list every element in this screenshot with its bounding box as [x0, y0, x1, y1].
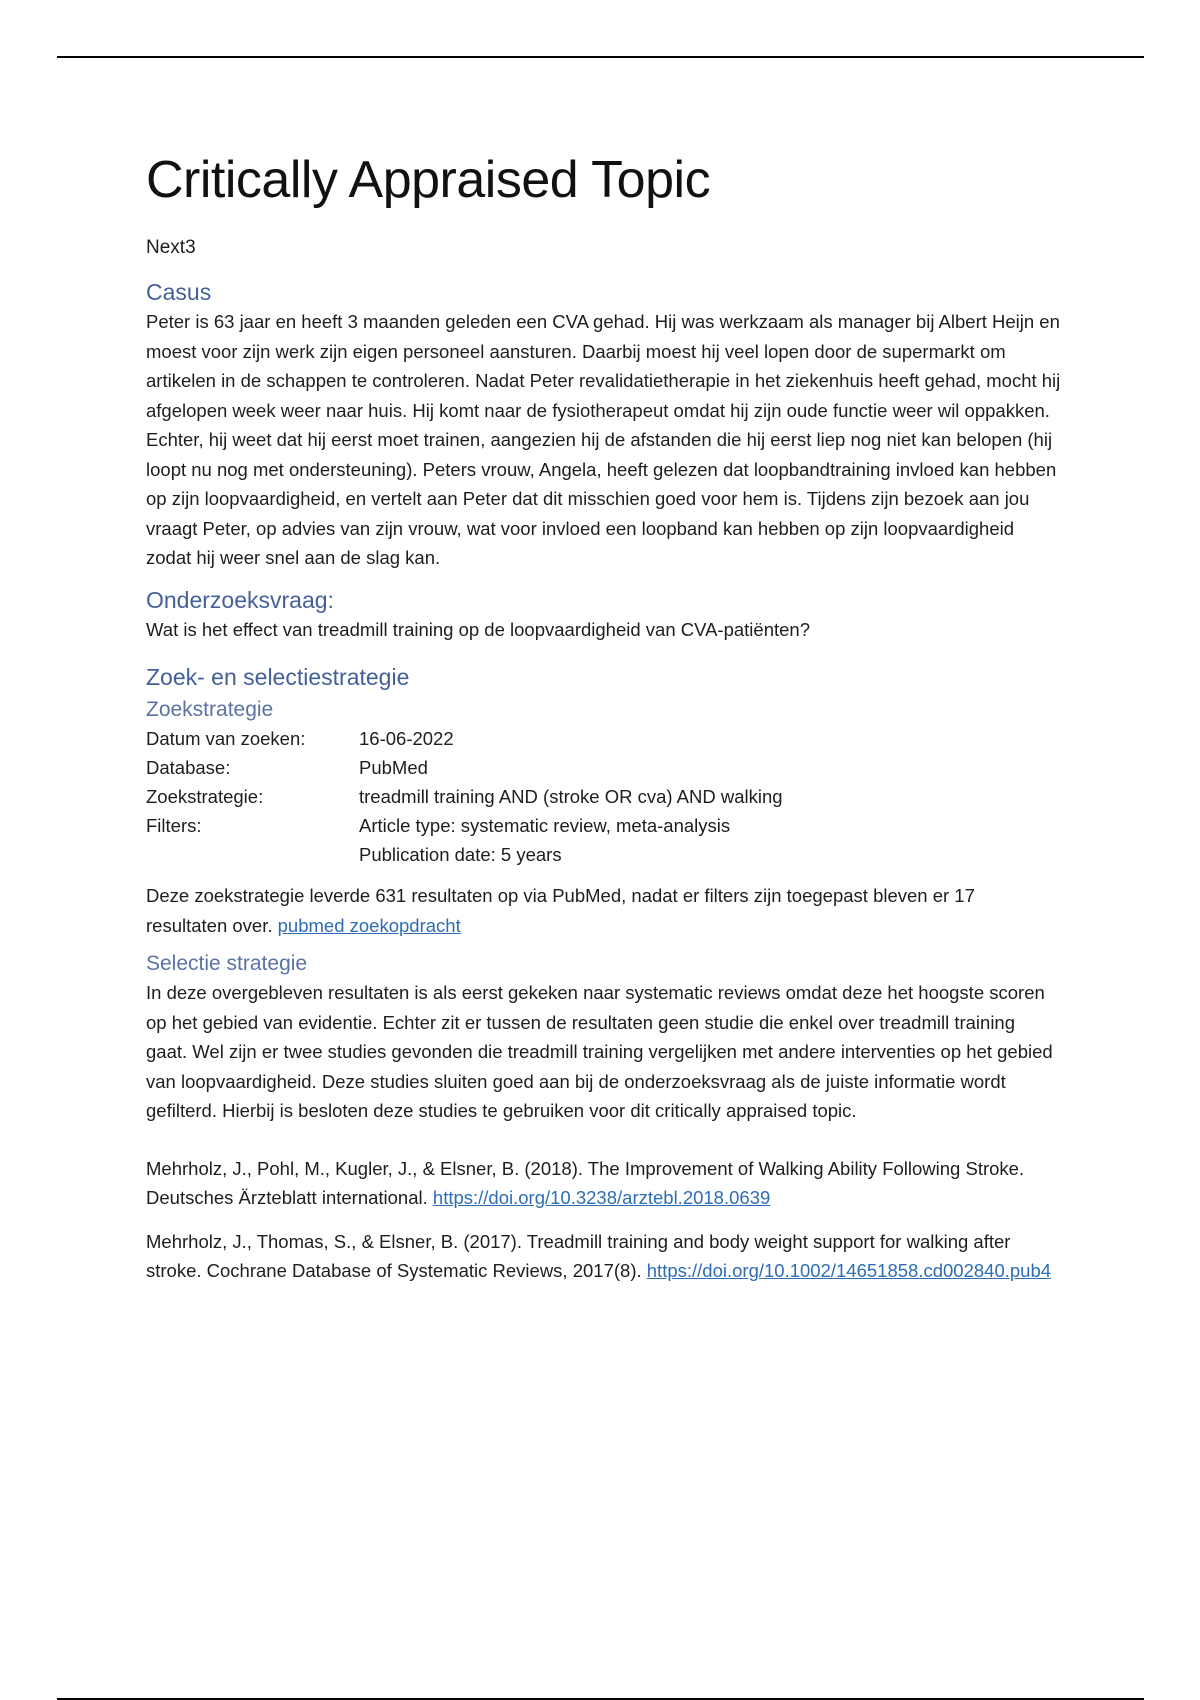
- document-body: [146, 145, 1061, 1286]
- search-value-database: PubMed: [359, 757, 428, 778]
- casus-heading: Casus: [146, 279, 212, 305]
- search-label-filters: Filters:: [146, 815, 202, 836]
- search-label-empty: [146, 840, 359, 869]
- reference-text: Mehrholz, J., Thomas, S., & Elsner, B. (2017). Treadmill training and body weight support for walking after stroke. Cochrane Database of Systematic Reviews, 2017(8).: [146, 1230, 1011, 1281]
- pubmed-link[interactable]: pubmed zoekopdracht: [277, 914, 461, 936]
- onderzoeksvraag-text: Wat is het effect van treadmill training op de loopvaardigheid van CVA-patiënten?: [146, 618, 810, 640]
- selectie-text: In deze overgebleven resultaten is als eerst gekeken naar systematic reviews omdat deze het hoogste scoren op het gebied van evidentie. Echter zit er tussen de resultaten geen studie die enkel over treadmill training gaat. Wel zijn er twee studies gevonden die treadmill training vergelijken met andere interventies op het gebied van loopvaardigheid. Deze studies sluiten goed aan bij de onderzoeksvraag als de juiste informatie wordt gefilterd. Hierbij is besloten deze studies te gebruiken voor dit critically appraised topic.: [146, 982, 1053, 1121]
- page-title: Critically Appraised Topic: [146, 151, 711, 209]
- casus-text: Peter is 63 jaar en heeft 3 maanden geleden een CVA gehad. Hij was werkzaam als manager bij Albert Heijn en moest voor zijn werk zijn eigen personeel aansturen. Daarbij moest hij veel lopen door de supermarkt om artikelen in de schappen te controleren. Nadat Peter revalidatietherapie in het ziekenhuis heeft gehad, mocht hij afgelopen week weer naar huis. Hij komt naar de fysiotherapeut omdat hij zijn oude functie weer wil oppakken. Echter, hij weet dat hij eerst moet trainen, aangezien hij de afstanden die hij eerst liep nog niet kan belopen (hij loopt nu nog met ondersteuning). Peters vrouw, Angela, heeft gelezen dat loopbandtraining invloed kan hebben op zijn loopvaardigheid, en vertelt aan Peter dat dit misschien goed voor hem is. Tijdens zijn bezoek aan jou vraagt Peter, op advies van zijn vrouw, wat voor invloed een loopband kan hebben op zijn loopvaardigheid zodat hij weer snel aan de slag kan.: [146, 311, 1061, 568]
- search-summary: [146, 881, 1061, 940]
- selectie-heading: Selectie strategie: [146, 952, 308, 975]
- top-rule: [57, 56, 1144, 58]
- search-value-filter-date: Publication date: 5 years: [359, 844, 562, 865]
- search-summary-text: Deze zoekstrategie leverde 631 resultaten op via PubMed, nadat er filters zijn toegepast bleven er 17 resultaten over.: [146, 885, 975, 936]
- casus-section: [146, 277, 1061, 573]
- reference-text: Mehrholz, J., Pohl, M., Kugler, J., & Elsner, B. (2018). The Improvement of Walking Ability Following Stroke. Deutsches Ärzteblatt international.: [146, 1157, 1025, 1208]
- search-label-date: Datum van zoeken:: [146, 728, 306, 749]
- reference-doi-link[interactable]: https://doi.org/10.1002/14651858.cd002840.pub4: [646, 1260, 1052, 1281]
- search-label-strategy: Zoekstrategie:: [146, 786, 264, 807]
- search-label-database: Database:: [146, 757, 231, 778]
- reference-item: [146, 1227, 1061, 1286]
- zoekstrategie-heading: Zoekstrategie: [146, 698, 274, 721]
- onderzoeksvraag-section: [146, 585, 1061, 645]
- search-value-date: 16-06-2022: [359, 728, 454, 749]
- reference-doi-link[interactable]: https://doi.org/10.3238/arztebl.2018.0639: [432, 1187, 771, 1208]
- search-value-filter-type: Article type: systematic review, meta-analysis: [359, 815, 731, 836]
- zoek-selectie-heading: Zoek- en selectiestrategie: [146, 664, 410, 690]
- document-subtitle: Next3: [146, 237, 196, 258]
- reference-item: [146, 1154, 1061, 1213]
- zoek-selectie-section: [146, 662, 1061, 1126]
- search-details: [146, 724, 1061, 869]
- search-value-strategy: treadmill training AND (stroke OR cva) AND walking: [359, 786, 783, 807]
- onderzoeksvraag-heading: Onderzoeksvraag:: [146, 586, 334, 613]
